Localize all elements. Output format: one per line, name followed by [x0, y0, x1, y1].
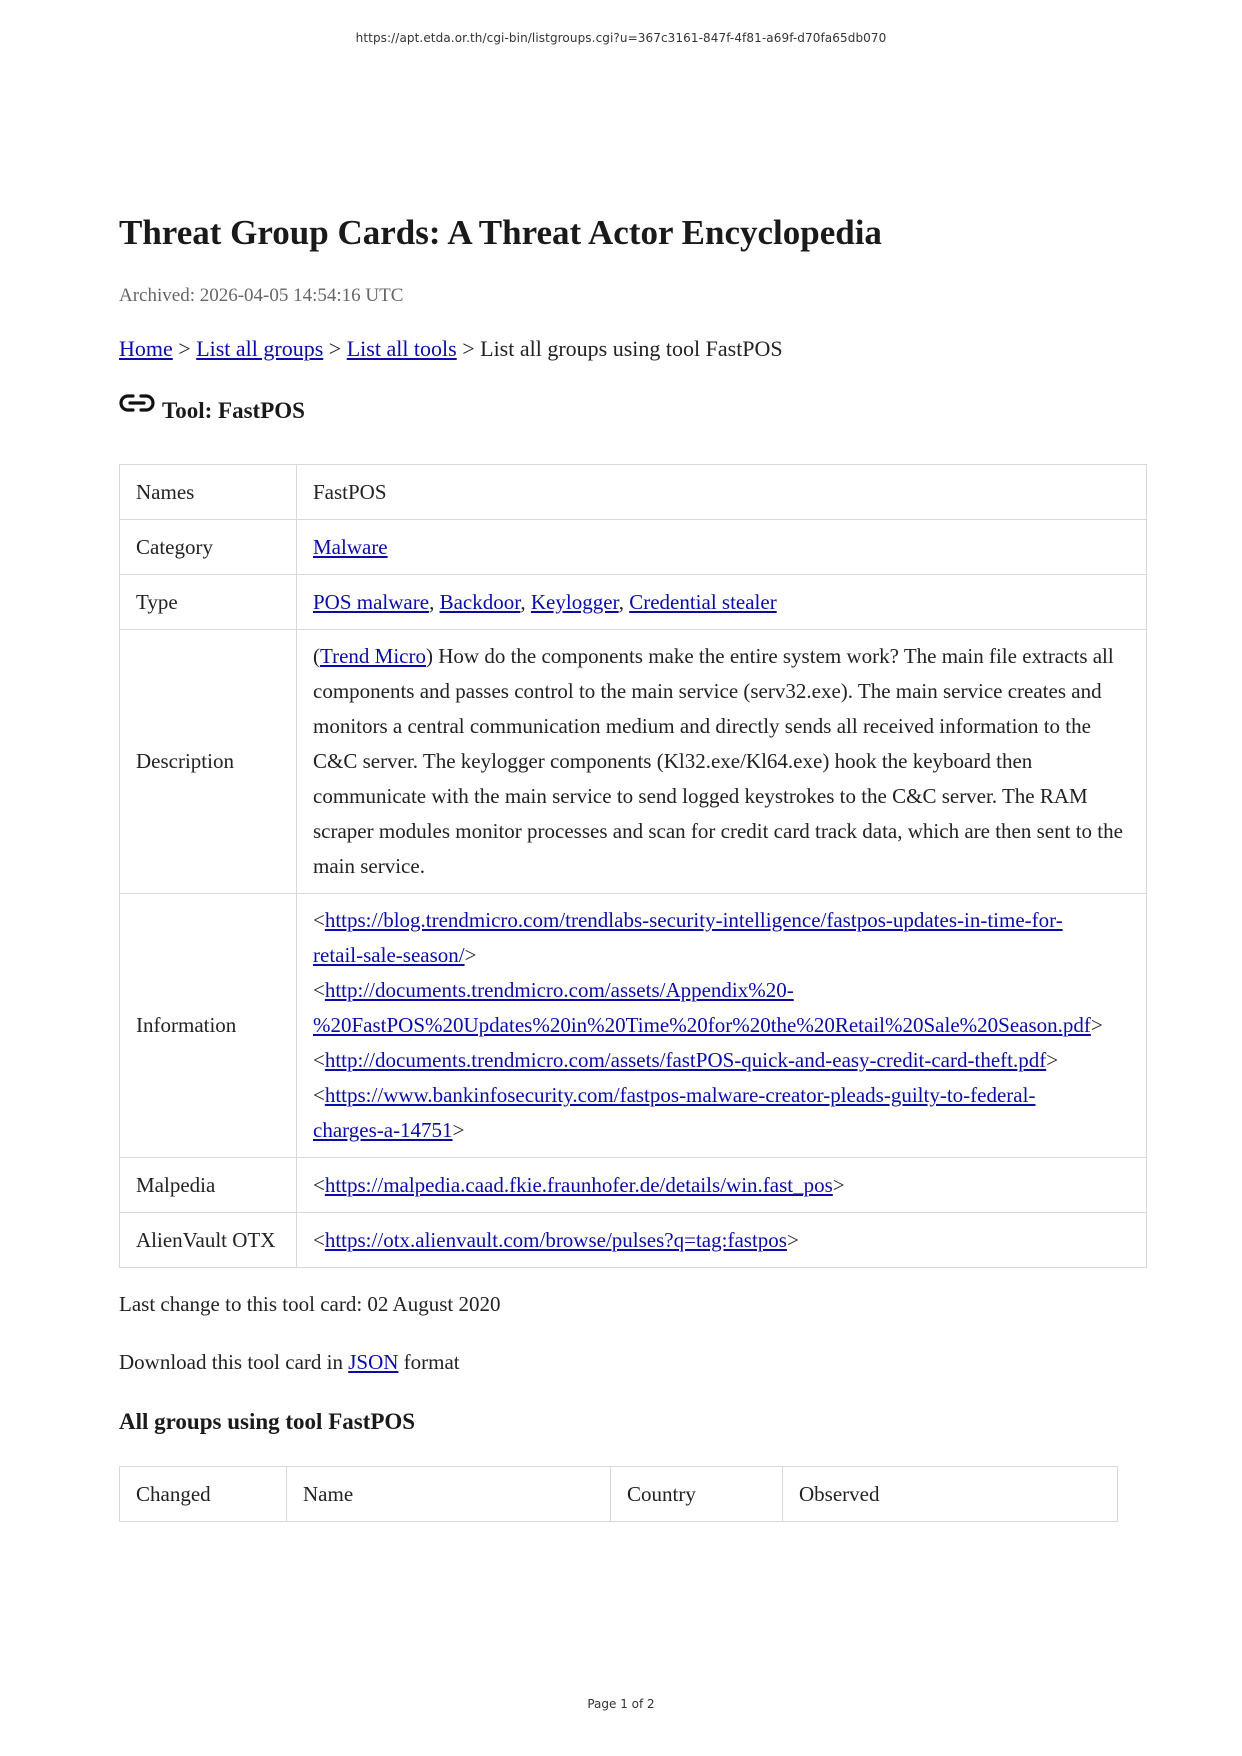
link-text: http://documents.trendmicro.com/assets/Appendix%20- — [324, 978, 794, 1002]
angle-open: < — [313, 978, 325, 1002]
category-value — [297, 520, 1147, 575]
table-row-category — [120, 520, 1147, 575]
groups-table — [119, 1466, 1118, 1522]
table-row-alienvault — [120, 1213, 1147, 1268]
paren-close: ) — [425, 644, 433, 668]
malpedia-link[interactable]: https://malpedia.caad.fkie.fraunhofer.de/details/win.fast_pos — [324, 1172, 833, 1197]
link-icon — [119, 392, 155, 414]
angle-open: < — [313, 1083, 325, 1107]
link-text: https://www.bankinfosecurity.com/fastpos-malware-creator-pleads-guilty-to-federal- — [324, 1083, 1036, 1107]
alienvault-link[interactable]: https://otx.alienvault.com/browse/pulses?q=tag:fastpos — [324, 1227, 787, 1252]
type-separator: , — [520, 589, 531, 614]
breadcrumb-home-link[interactable]: Home — [119, 336, 173, 361]
breadcrumb — [119, 336, 783, 362]
table-row-information — [120, 894, 1147, 1158]
information-entry — [313, 973, 1130, 1043]
information-link[interactable] — [313, 908, 1063, 967]
information-entry — [313, 1078, 1130, 1148]
angle-open: < — [313, 1227, 325, 1252]
download-line — [119, 1350, 460, 1375]
link-text: %20FastPOS%20Updates%20in%20Time%20for%20the%20Retail%20Sale%20Season.pdf — [313, 1013, 1091, 1037]
breadcrumb-separator: > — [172, 336, 197, 361]
groups-table-header-row — [120, 1467, 1118, 1522]
angle-close: > — [1046, 1048, 1059, 1072]
groups-heading: All groups using tool FastPOS — [119, 1409, 416, 1434]
page-number: Page 1 of 2 — [587, 1697, 655, 1711]
row-label: Description — [120, 630, 297, 894]
link-text: retail-sale-season/ — [313, 943, 465, 967]
type-separator: , — [618, 589, 630, 614]
type-value — [297, 575, 1147, 630]
type-pos-malware-link[interactable]: POS malware — [313, 589, 430, 614]
paren-open: ( — [313, 644, 320, 668]
tool-title: Tool: FastPOS — [162, 398, 305, 423]
print-header-url: https://apt.etda.or.th/cgi-bin/listgroups.cgi?u=367c3161-847f-4f81-a69f-d70fa65db070 — [355, 31, 887, 45]
type-keylogger-link[interactable]: Keylogger — [530, 589, 619, 614]
angle-close: > — [786, 1227, 799, 1252]
names-value: FastPOS — [297, 465, 1147, 520]
information-entry — [313, 1043, 1130, 1078]
information-link[interactable] — [313, 1083, 1035, 1142]
table-row-type — [120, 575, 1147, 630]
column-header-changed[interactable]: Changed — [120, 1467, 287, 1522]
table-row-malpedia — [120, 1158, 1147, 1213]
archived-timestamp: Archived: 2026-04-05 14:54:16 UTC — [119, 285, 404, 306]
tool-heading — [119, 398, 305, 424]
row-label: Information — [120, 894, 297, 1158]
angle-close: > — [1090, 1013, 1103, 1037]
column-header-name[interactable]: Name — [287, 1467, 611, 1522]
json-download-link[interactable]: JSON — [348, 1350, 399, 1374]
link-text: https://blog.trendmicro.com/trendlabs-security-intelligence/fastpos-updates-in-time-for- — [324, 908, 1063, 932]
page-title: Threat Group Cards: A Threat Actor Encyclopedia — [119, 213, 882, 252]
tool-card-table — [119, 464, 1147, 1268]
alienvault-value — [297, 1213, 1147, 1268]
link-text: charges-a-14751 — [313, 1118, 453, 1142]
angle-close: > — [832, 1172, 845, 1197]
description-text: How do the components make the entire system work? The main file extracts all components and passes control to the main service (serv32.exe). The main service creates and monitors a central communication medium and directly sends all received information to the C&C server. The keylogger components (Kl32.exe/Kl64.exe) hook the keyboard then communicate with the main service to send logged keystrokes to the C&C server. The RAM scraper modules monitor processes and scan for credit card track data, which are then sent to the main service. — [313, 644, 1123, 878]
angle-open: < — [313, 908, 325, 932]
download-prefix: Download this tool card in — [119, 1350, 349, 1374]
last-change-text: Last change to this tool card: 02 August 2020 — [119, 1292, 501, 1316]
table-row-description — [120, 630, 1147, 894]
row-label: Category — [120, 520, 297, 575]
type-credential-stealer-link[interactable]: Credential stealer — [629, 589, 777, 614]
type-backdoor-link[interactable]: Backdoor — [439, 589, 521, 614]
row-label: AlienVault OTX — [120, 1213, 297, 1268]
information-link[interactable]: http://documents.trendmicro.com/assets/fastPOS-quick-and-easy-credit-card-theft.pdf — [324, 1048, 1047, 1072]
breadcrumb-list-groups-link[interactable]: List all groups — [196, 336, 324, 361]
information-link[interactable] — [313, 978, 1091, 1037]
description-value — [297, 630, 1147, 894]
category-malware-link[interactable]: Malware — [313, 534, 388, 559]
angle-close: > — [452, 1118, 465, 1142]
angle-close: > — [464, 943, 477, 967]
information-value — [297, 894, 1147, 1158]
column-header-country[interactable]: Country — [611, 1467, 783, 1522]
breadcrumb-separator: > — [323, 336, 347, 361]
row-label: Names — [120, 465, 297, 520]
row-label: Type — [120, 575, 297, 630]
column-header-observed[interactable]: Observed — [783, 1467, 1118, 1522]
description-source-link[interactable]: Trend Micro — [320, 644, 426, 668]
table-row-names — [120, 465, 1147, 520]
breadcrumb-list-tools-link[interactable]: List all tools — [346, 336, 457, 361]
angle-open: < — [313, 1048, 325, 1072]
information-entry — [313, 903, 1130, 973]
row-label: Malpedia — [120, 1158, 297, 1213]
angle-open: < — [313, 1172, 325, 1197]
download-suffix: format — [398, 1350, 460, 1374]
type-separator: , — [429, 589, 440, 614]
malpedia-value — [297, 1158, 1147, 1213]
breadcrumb-current: > List all groups using tool FastPOS — [456, 336, 783, 361]
